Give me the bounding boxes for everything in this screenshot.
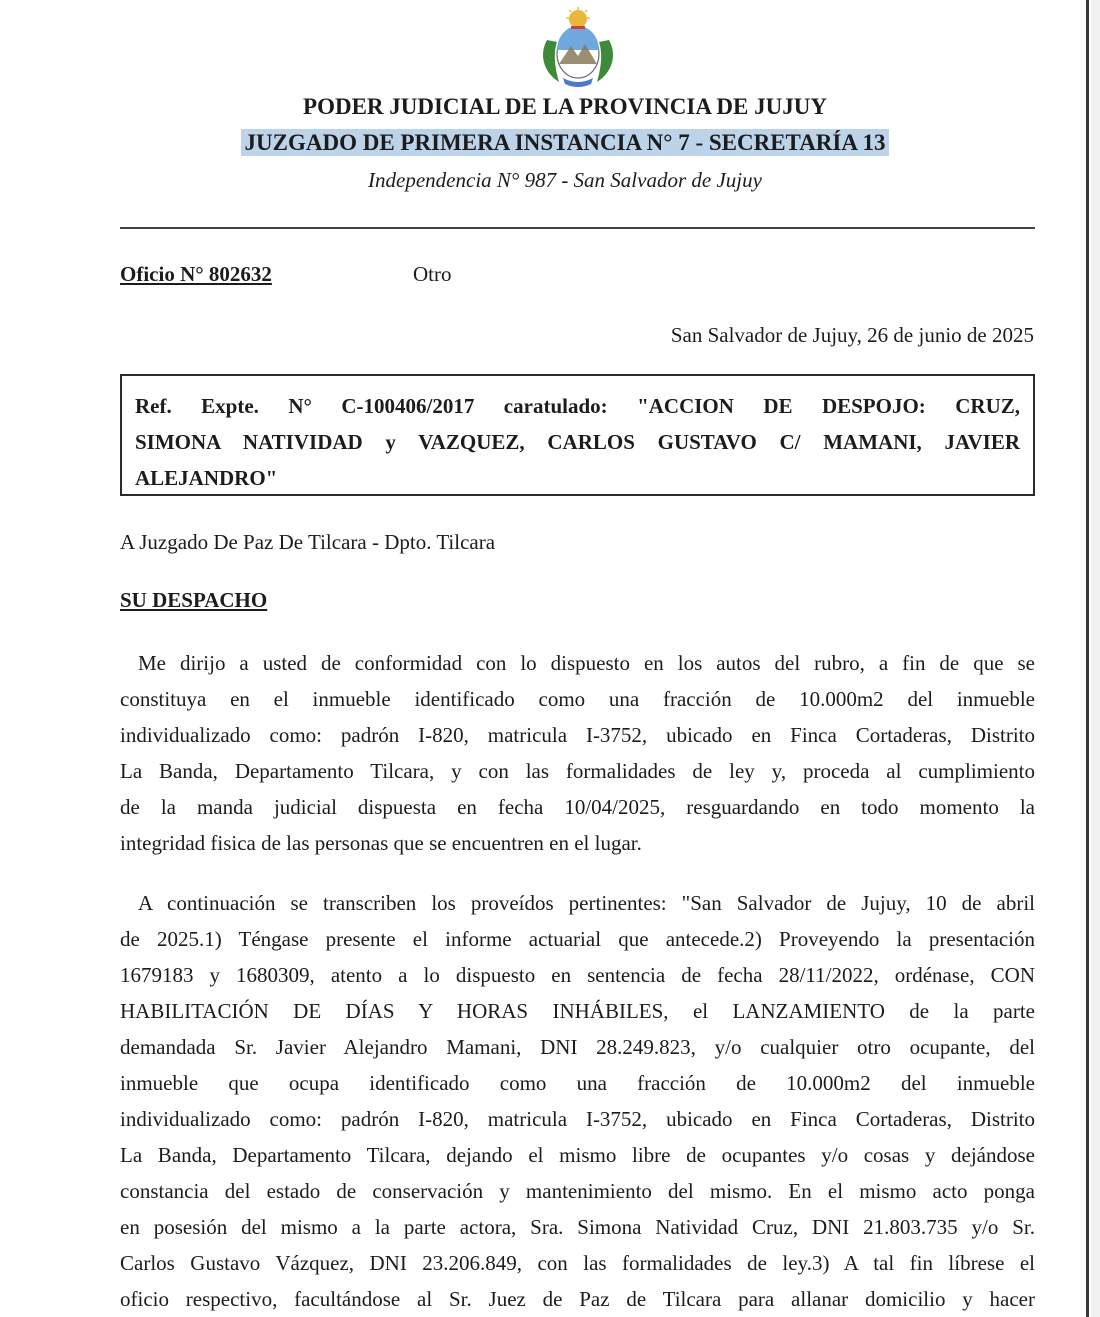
paragraph-line: Me dirijo a usted de conformidad con lo dispuesto en los autos del rubro, a fin de que se (138, 651, 1035, 675)
paragraph-line: demandada Sr. Javier Alejandro Mamani, DNI 28.249.823, y/o cualquier otro ocupante, del (120, 1035, 1035, 1059)
provincial-seal-icon (533, 6, 623, 90)
paragraph-line: de la manda judicial dispuesta en fecha 10/04/2025, resguardando en todo momento la (120, 795, 1035, 819)
court-division-text: JUZGADO DE PRIMERA INSTANCIA N° 7 - SECRETARÍA 13 (241, 129, 890, 156)
addressee: A Juzgado De Paz De Tilcara - Dpto. Tilcara (120, 530, 496, 554)
paragraph-line: individualizado como: padrón I-820, matricula I-3752, ubicado en Finca Cortaderas, Distrito (120, 723, 1035, 747)
paragraph-1 (120, 645, 1035, 861)
paragraph-line: oficio respectivo, facultándose al Sr. Juez de Paz de Tilcara para allanar domicilio y hacer (120, 1287, 1035, 1311)
paragraph-line: constituya en el inmueble identificado como una fracción de 10.000m2 del inmueble (120, 687, 1035, 711)
section-title: SU DESPACHO (120, 588, 268, 612)
page-margin (1091, 0, 1100, 1317)
paragraph-line: HABILITACIÓN DE DÍAS Y HORAS INHÁBILES, el LANZAMIENTO de la parte (120, 999, 1035, 1023)
header-divider (120, 227, 1035, 229)
paragraph-line: integridad fisica de las personas que se encuentren en el lugar. (120, 831, 642, 855)
paragraph-line: en posesión del mismo a la parte actora, Sra. Simona Natividad Cruz, DNI 21.803.735 y/o Sr. (120, 1215, 1035, 1239)
paragraph-line: La Banda, Departamento Tilcara, y con las formalidades de ley y, proceda al cumplimiento (120, 759, 1035, 783)
paragraph-line: 1679183 y 1680309, atento a lo dispuesto en sentencia de fecha 28/11/2022, ordénase, CON (120, 963, 1035, 987)
court-division (0, 130, 1100, 156)
paragraph-2 (120, 885, 1035, 1317)
court-address: Independencia N° 987 - San Salvador de Jujuy (368, 168, 762, 192)
paragraph-line: constancia del estado de conservación y mantenimiento del mismo. En el mismo acto ponga (120, 1179, 1035, 1203)
page-border (1086, 0, 1089, 1317)
paragraph-line: A continuación se transcriben los proveídos pertinentes: "San Salvador de Jujuy, 10 de abril (138, 891, 1035, 915)
paragraph-line: inmueble que ocupa identificado como una fracción de 10.000m2 del inmueble (120, 1071, 1035, 1095)
paragraph-line: de 2025.1) Téngase presente el informe actuarial que antecede.2) Proveyendo la presentación (120, 927, 1035, 951)
oficio-number: Oficio N° 802632 (120, 262, 272, 286)
oficio-type: Otro (413, 262, 452, 286)
paragraph-line: Carlos Gustavo Vázquez, DNI 23.206.849, con las formalidades de ley.3) A tal fin líbrese el (120, 1251, 1035, 1275)
reference-line: SIMONA NATIVIDAD y VAZQUEZ, CARLOS GUSTAVO C/ MAMANI, JAVIER (135, 430, 1020, 454)
paragraph-line: individualizado como: padrón I-820, matricula I-3752, ubicado en Finca Cortaderas, Distrito (120, 1107, 1035, 1131)
reference-line: ALEJANDRO" (135, 466, 278, 490)
paragraph-line: La Banda, Departamento Tilcara, dejando el mismo libre de ocupantes y/o cosas y dejándose (120, 1143, 1035, 1167)
reference-box (120, 374, 1035, 496)
reference-line: Ref. Expte. N° C-100406/2017 caratulado: "ACCION DE DESPOJO: CRUZ, (135, 394, 1020, 418)
court-name: PODER JUDICIAL DE LA PROVINCIA DE JUJUY (303, 94, 827, 119)
document-date: San Salvador de Jujuy, 26 de junio de 2025 (670, 323, 1034, 347)
